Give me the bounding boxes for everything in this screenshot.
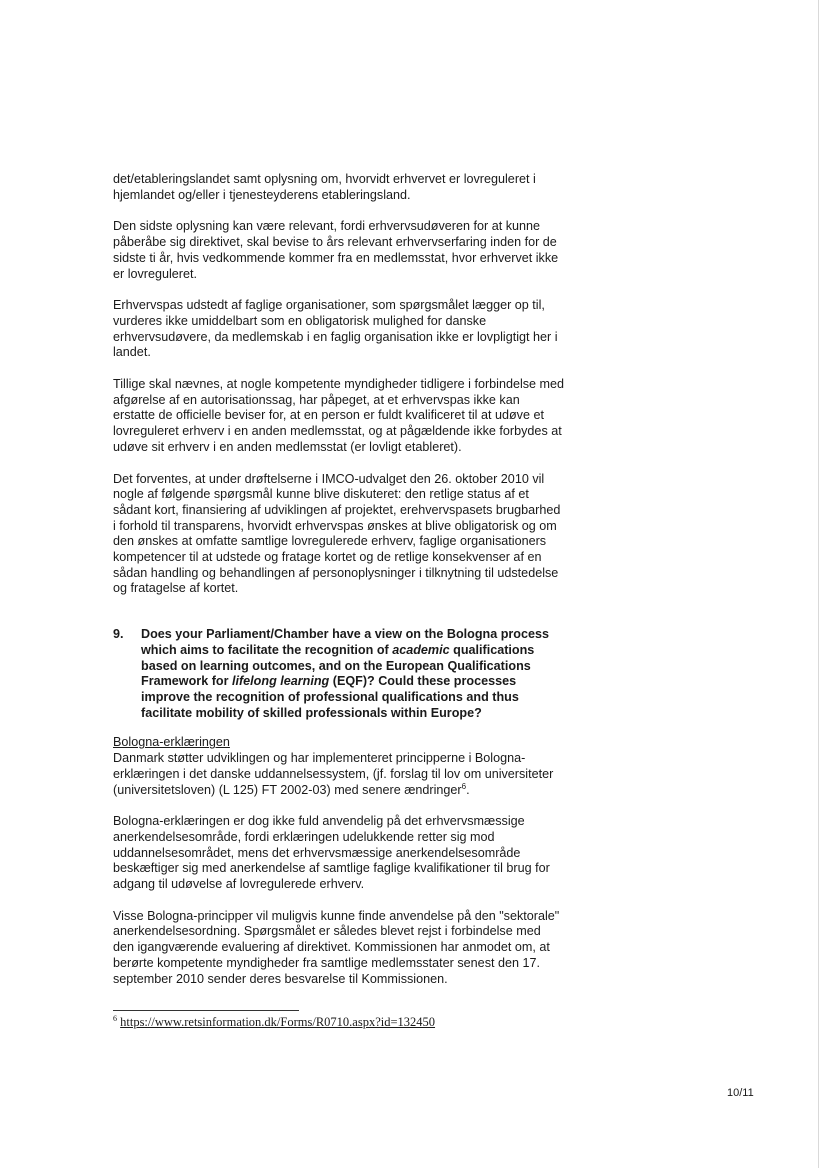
paragraph: Tillige skal nævnes, at nogle kompetente myndigheder tidligere i forbindelse med afgørelse af en autorisationssag, har påpeget, at et erhvervspas ikke kan erstatte de officielle beviser for, at en person er fuldt kvalificeret til at udøve et lovreguleret erhverv i en anden medlemsstat, og at pågældende ikke forbydes at udøve sit erhverv i en anden medlemsstat (er lovligt etableret).	[113, 377, 565, 454]
footnote-ref: 6	[461, 781, 467, 791]
paragraph: Det forventes, at under drøftelserne i IMCO-udvalget den 26. oktober 2010 vil nogle af følgende spørgsmål kunne blive diskuteret: den retlige status af et sådant kort, finansiering af udviklingen af projektet, erehvervspasets brugbarhed i forhold til transparens, hvorvidt erhvervspas ønskes at blive obligatorisk og om den ønskes at omfatte samtlige lovregulerede erhverv, faglige organisationers kompetencer til at udstede og fratage kortet og de retlige konsekvenser af en sådan handling og behandlingen af personoplysninger i tilknytning til udstedelse og fratagelse af kortet.	[113, 471, 561, 596]
footnote	[113, 1015, 435, 1030]
paragraph: Den sidste oplysning kan være relevant, fordi erhvervsudøveren for at kunne påberåbe sig direktivet, skal bevise to års relevant erhvervserfaring inden for de sidste ti år, hvis vedkommende kommer fra en medlemsstat, hvor erhvervet ikke er lovreguleret.	[113, 219, 559, 281]
question-number: 9.	[113, 627, 124, 642]
paragraph: Erhvervspas udstedt af faglige organisationer, som spørgsmålet lægger op til, vurderes ikke umiddelbart som en obligatorisk mulighed for danske erhvervsudøvere, da medlemskab i en faglig organisation ikke er lovpligtigt her i landet.	[113, 298, 558, 360]
paragraph: Danmark støtter udviklingen og har implementeret principperne i Bologna-erklæringen i det danske uddannelsessystem, (jf. forslag til lov om universiteter (universitetsloven) (L 125) FT 2002-03) med senere ændringer	[113, 751, 554, 797]
footnote-link[interactable]: https://www.retsinformation.dk/Forms/R0710.aspx?id=132450	[120, 1015, 436, 1029]
emphasis: academic	[392, 642, 450, 657]
emphasis: lifelong learning	[231, 674, 330, 689]
paragraph: Visse Bologna-principper vil muligvis kunne finde anvendelse på den "sektorale" anerkendelsesordning. Spørgsmålet er således blevet rejst i forbindelse med den igangværende evaluering af direktivet. Kommissionen har anmodet om, at berørte kompetente myndigheder fra samtlige medlemsstater senest den 17. september 2010 sender deres besvarelse til Kommissionen.	[113, 908, 560, 986]
page-number: 10/11	[727, 1087, 754, 1099]
footnote-number: 6	[113, 1013, 117, 1023]
paragraph: det/etableringslandet samt oplysning om, hvorvidt erhvervet er lovreguleret i hjemlandet og/eller i tjenesteyderens etableringsland.	[113, 172, 536, 202]
question-text: Does your Parliament/Chamber have a view on the Bologna process which aims to facilitate the recognition of academic qualifications based on learning outcomes, and on the European Qualifications Framework for lifelong learning (EQF)? Could these processes improve the recognition of professional qualifications and thus facilitate mobility of skilled professionals within Europe?	[141, 627, 550, 720]
scan-edge-line	[818, 0, 819, 1168]
section-heading: Bologna-erklæringen	[113, 735, 230, 750]
document-body	[113, 172, 565, 1003]
paragraph: Bologna-erklæringen er dog ikke fuld anvendelig på det erhvervsmæssige anerkendelsesområde, fordi erklæringen udelukkende retter sig mod uddannelsesområdet, mens det erhvervsmæssige anerkendelsesområde beskæftiger sig med anerkendelse af samtlige faglige kvalifikationer til brug for adgang til udøvelse af lovregulerede erhverv.	[113, 814, 550, 892]
question-9	[113, 627, 565, 721]
bologna-section: Bologna-erklæringen Danmark støtter udviklingen og har implementeret principperne i Bologna-erklæringen i det danske uddannelsessystem, (jf. forslag til lov om universiteter (universitetsloven) (L 125) FT 2002-03) med senere ændringer$^6$.	[113, 735, 565, 798]
footnote-divider	[113, 1010, 299, 1011]
